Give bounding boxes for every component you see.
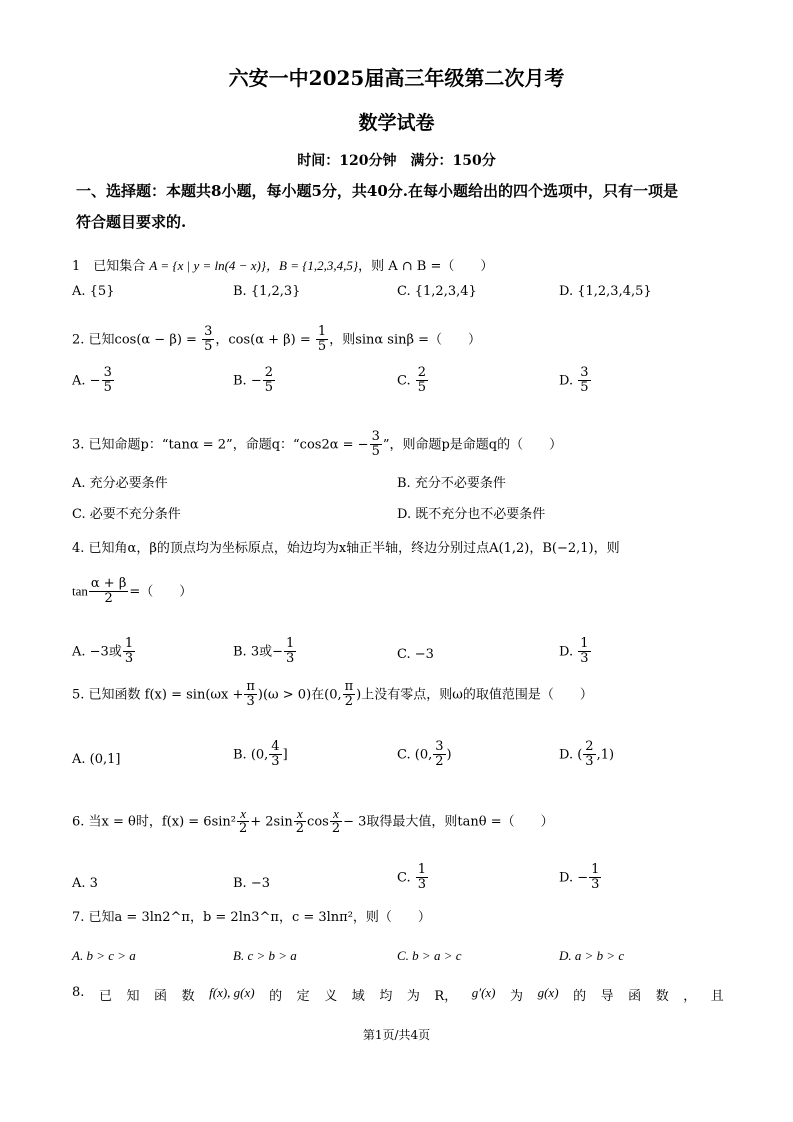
q2-option-a[interactable]: A. − $\frac{3}{5}$ <box>72 365 112 396</box>
q6-option-c[interactable]: C. $\frac{1}{3}$ <box>397 862 427 893</box>
q3-fraction: $\frac{3}{5}$ <box>371 429 380 460</box>
q1-option-d[interactable]: D. {1,2,3,4,5} <box>559 284 652 299</box>
q3-suffix: ”，则命题p是命题q的（ ） <box>382 437 563 453</box>
question-6: 6. 当x = θ时，f(x) = 6sin² $\frac{x}{2}$ + 2sin $\frac{x}{2}$ cos $\frac{x}{2}$ − 3取得最大值，则tanθ =（ ） <box>72 806 554 837</box>
q3-option-b[interactable]: B. 充分不必要条件 <box>397 476 506 491</box>
q4-fraction: $\frac{\alpha + \beta}{2}$ <box>90 576 127 607</box>
q1-option-b[interactable]: B. {1,2,3} <box>233 284 301 299</box>
section-heading-line1: 一、选择题：本题共8小题，每小题5分，共40分.在每小题给出的四个选项中，只有一项是 <box>76 182 678 200</box>
page-number: 第1页/共4页 <box>362 1028 431 1042</box>
q5-option-a[interactable]: A. (0,1] <box>72 752 121 767</box>
q1-set-b: ，B = {1,2,3,4,5} <box>266 258 359 273</box>
q3-option-a[interactable]: A. 充分必要条件 <box>72 476 168 491</box>
q5-option-d[interactable]: D. ( $\frac{2}{3}$ ,1) <box>559 739 615 770</box>
q5-option-c[interactable]: C. (0, $\frac{3}{2}$ ) <box>397 739 452 770</box>
q2-option-d[interactable]: D. $\frac{3}{5}$ <box>559 365 589 396</box>
question-5: 5. 已知函数 f(x) = sin(ωx + $\frac{\pi}{3}$ )(ω > 0)在(0, $\frac{\pi}{2}$ )上没有零点，则ω的取值范围是（ ） <box>72 679 593 710</box>
q7-option-c[interactable]: C. b > a > c <box>397 948 462 963</box>
subject-title: 数学试卷 <box>358 112 435 134</box>
q2-mid: ，cos(α + β) = <box>215 332 311 348</box>
q3-option-c[interactable]: C. 必要不充分条件 <box>72 507 181 522</box>
q1-option-c[interactable]: C. {1,2,3,4} <box>397 284 477 299</box>
q6-option-d[interactable]: D. − $\frac{1}{3}$ <box>559 862 600 893</box>
q1-suffix: ，则 A ∩ B =（ ） <box>358 259 494 274</box>
q1-option-a[interactable]: A. {5} <box>72 284 115 299</box>
q2-prefix: 2. 已知cos(α − β) = <box>72 332 197 348</box>
q4-option-a[interactable]: A. −3或 $\frac{1}{3}$ <box>72 636 134 667</box>
question-1 <box>72 255 493 274</box>
q2-fraction-2: $\frac{1}{5}$ <box>317 324 327 355</box>
section-heading-line2: 符合题目要求的. <box>76 213 187 231</box>
exam-meta: 时间：120分钟 满分：150分 <box>297 153 496 169</box>
question-3 <box>72 430 562 460</box>
q7-option-b[interactable]: B. c > b > a <box>233 948 297 963</box>
q2-option-b[interactable]: B. − $\frac{2}{5}$ <box>233 365 274 396</box>
q7-option-d[interactable]: D. a > b > c <box>559 948 625 963</box>
q4-option-d[interactable]: D. $\frac{1}{3}$ <box>559 636 589 667</box>
q5-option-b[interactable]: B. (0, $\frac{4}{3}$ ] <box>233 739 288 770</box>
exam-title: 六安一中2025届高三年级第二次月考 <box>228 66 565 90</box>
question-7: 7. 已知a = 3ln2^π，b = 2ln3^π，c = 3lnπ²，则（ ） <box>72 910 431 925</box>
q7-option-a[interactable]: A. b > c > a <box>72 948 136 963</box>
q3-prefix: 3. 已知命题p：“tanα = 2”，命题q：“cos2α = − <box>72 437 369 453</box>
q1-set-a: A = {x | y = ln(4 − x)} <box>149 258 266 273</box>
q6-option-b[interactable]: B. −3 <box>233 876 270 891</box>
q2-option-c[interactable]: C. $\frac{2}{5}$ <box>397 365 427 396</box>
q3-option-d[interactable]: D. 既不充分也不必要条件 <box>397 507 546 522</box>
q6-option-a[interactable]: A. 3 <box>72 876 98 891</box>
question-4-line1: 4. 已知角α，β的顶点均为坐标原点，始边均为x轴正半轴，终边分别过点A(1,2)，B(−2,1)，则 <box>72 541 620 556</box>
q2-suffix: ，则sinα sinβ =（ ） <box>329 332 482 348</box>
q2-fraction-1: $\frac{3}{5}$ <box>204 324 213 355</box>
q4-option-b[interactable]: B. 3或− $\frac{1}{3}$ <box>233 636 295 667</box>
q4-option-c[interactable]: C. −3 <box>397 647 434 662</box>
question-2 <box>72 325 481 355</box>
question-4-line2: tan $\frac{\alpha + \beta}{2}$ =（ ） <box>72 576 193 607</box>
question-8-line1: 8. 已 知 函 数 f(x), g(x) 的 定 义 域 均 为 R， g′(x) 为 g(x) 的 导 函 数 ， 且 <box>72 985 724 1004</box>
q1-prefix: 1 已知集合 <box>72 259 146 274</box>
